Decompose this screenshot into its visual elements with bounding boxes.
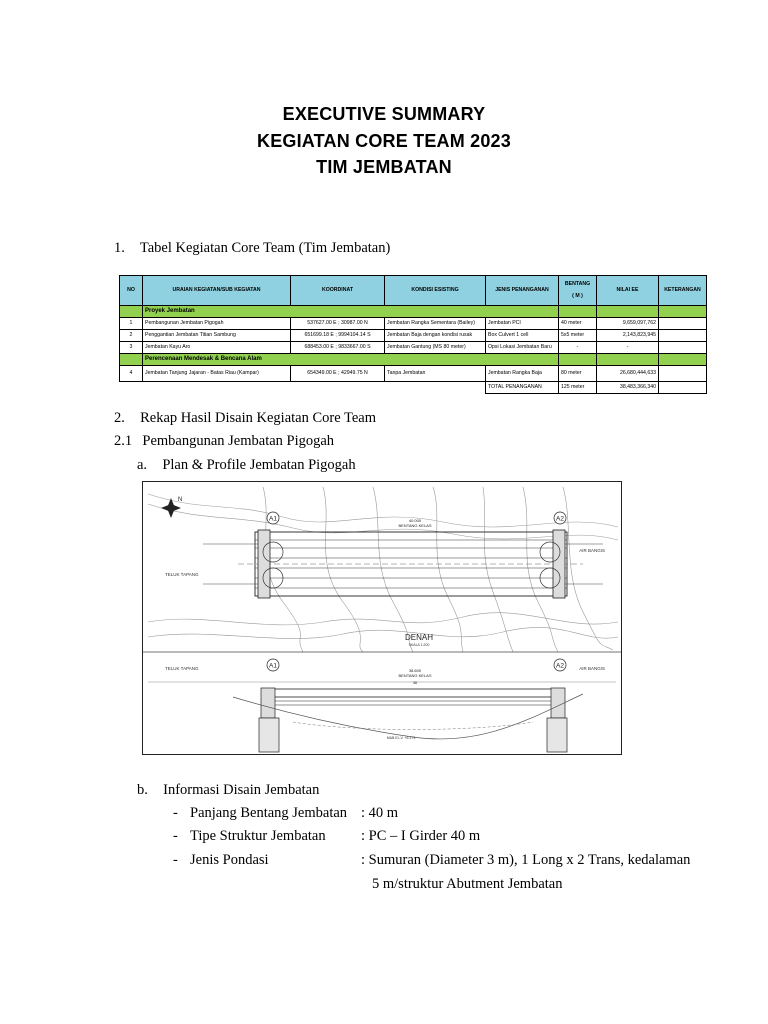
col-header-no: NO [120,276,143,306]
cell-bentang: 5x5 meter [559,330,597,342]
section-2-heading [114,410,376,427]
col-header-nilai: NILAI EE [597,276,659,306]
activity-table [119,275,707,394]
info-label: Panjang Bentang Jembatan [190,805,348,821]
col-header-koordinat: KOORDINAT [291,276,385,306]
cell-no: 3 [120,342,143,354]
drawing-svg [143,482,621,754]
section-2-number: 2. [114,410,125,426]
denah-scale: SKALA 1:200 [408,643,430,647]
right-direction-label-2: AIR BANGIS [579,666,605,671]
section-2-1-number: 2.1 [114,433,133,449]
doc-title-line2: KEGIATAN CORE TEAM 2023 [257,131,511,151]
doc-title-line1: EXECUTIVE SUMMARY [282,104,486,124]
span-top-label: BENTANG KELAS [398,523,432,528]
info-value: : PC – I Girder 40 m [361,828,481,844]
section-1-text: Tabel Kegiatan Core Team (Tim Jembatan) [139,240,391,256]
abutment-a1-profile-marker [267,659,279,671]
right-direction-label: AIR BANGIS [579,548,605,553]
cell-bentang: - [559,342,597,354]
cell-total-nilai: 38,483,366,340 [597,382,659,394]
cell-no: 2 [120,330,143,342]
cell-uraian: Penggantian Jembatan Titian Sambung [143,330,291,342]
cell-bentang: 80 meter [559,366,597,382]
cell-keterangan [659,330,707,342]
item-b-heading [137,782,319,799]
cell-koordinat: 688453.00 E ; 9833667.00 S [291,342,385,354]
left-direction-label: TELUK TAPANG [165,572,199,577]
cell-nilai: - [597,342,659,354]
table-total-row [120,382,707,394]
section-2-text: Rekap Hasil Disain Kegiatan Core Team [140,410,377,426]
col-header-keterangan: KETERANGAN [659,276,707,306]
north-arrow-icon [161,497,182,518]
col-header-jenis: JENIS PENANGANAN [486,276,559,306]
cell-total-label: TOTAL PENANGANAN [486,382,559,394]
section-2-1-heading [114,433,334,450]
cell-no: 1 [120,318,143,330]
cell-koordinat: 651699.18 E ; 9994104.14 S [291,330,385,342]
info-dash: - [173,828,178,844]
cell-keterangan [659,342,707,354]
table-group-row [120,306,707,318]
cell-uraian: Jembatan Tanjung Jajaran - Batas Riau (Kampar) [143,366,291,382]
cell-kondisi: Jembatan Gantung (MS 80 meter) [385,342,486,354]
cell-kondisi: Jembatan Rangka Sementara (Bailey) [385,318,486,330]
cell-nilai: 26,680,444,633 [597,366,659,382]
svg-text:A1: A1 [269,662,277,670]
cell-nilai: 2,143,823,945 [597,330,659,342]
cell-no: 4 [120,366,143,382]
col-header-kondisi: KONDISI ESISTING [385,276,486,306]
span-bottom-sub: 38 [413,681,417,685]
bridge-plan [203,530,603,598]
cell-keterangan [659,366,707,382]
cell-uraian: Jembatan Kayu Aro [143,342,291,354]
span-bottom-dim: 38.600 [408,668,422,673]
abutment-a2-profile-marker [554,659,566,671]
span-bottom-label: BENTANG KELAS [398,673,432,678]
plan-profile-drawing [142,481,622,755]
info-label: Jenis Pondasi [190,852,269,868]
table-row [120,342,707,354]
info-dash: - [173,805,178,821]
table-row [120,330,707,342]
north-label: N [178,497,183,503]
left-direction-label-2: TELUK TAPANG [165,666,199,671]
col-header-bentang-line1: BENTANG [564,280,591,287]
cell-total-bentang: 125 meter [559,382,597,394]
item-b-letter: b. [137,782,148,798]
doc-title-line3: TIM JEMBATAN [316,157,452,177]
section-2-1-text: Pembangunan Jembatan Pigogah [142,433,335,449]
info-label: Tipe Struktur Jembatan [190,828,326,844]
abutment-a1-marker [267,512,279,524]
svg-text:A2: A2 [556,662,564,670]
col-header-bentang-line2: ( M ) [572,292,583,299]
cell-jenis: Box Culvert 1 cell [486,330,559,342]
info-dash: - [173,852,178,868]
cell-kondisi: Tanpa Jembatan [385,366,486,382]
abutment-a2-marker [554,512,566,524]
bridge-profile [148,682,616,752]
table-row [120,318,707,330]
table-row [120,366,707,382]
cell-bentang: 40 meter [559,318,597,330]
section-1-number: 1. [114,240,125,256]
info-value: : 40 m [361,805,399,821]
cell-keterangan [659,318,707,330]
info-value: : Sumuran (Diameter 3 m), 1 Long x 2 Trans, kedalaman [361,852,691,868]
cell-uraian: Pembangunan Jembatan Pigogah [143,318,291,330]
col-header-bentang [559,276,597,306]
cell-koordinat: 654349.00 E ; 42949.75 N [291,366,385,382]
cell-jenis: Jembatan Rangka Baja [486,366,559,382]
denah-label: DENAH [404,633,434,642]
cell-koordinat: 537627.00 E ; 30987.00 N [291,318,385,330]
item-a-letter: a. [137,457,148,473]
water-level-label: MAB EL.V. +6.379 [386,736,416,740]
cell-jenis: Jembatan PCI [486,318,559,330]
section-1-heading [114,240,390,257]
cell-nilai: 9,659,097,762 [597,318,659,330]
item-b-text: Informasi Disain Jembatan [163,782,320,798]
svg-text:A2: A2 [556,515,564,523]
info-continuation: 5 m/struktur Abutment Jembatan [372,876,563,892]
table-header-row [120,276,707,306]
table-group-row [120,354,707,366]
cell-jenis: Opsi Lokasi Jembatan Baru [486,342,559,354]
item-a-heading [137,457,356,474]
group-label-proyek: Proyek Jembatan [143,306,559,318]
svg-text:A1: A1 [269,515,277,523]
item-a-text: Plan & Profile Jembatan Pigogah [162,457,356,473]
col-header-uraian: URAIAN KEGIATAN/SUB KEGIATAN [143,276,291,306]
span-top-dim: 40.000 [408,518,422,523]
contour-lines [148,487,618,652]
group-label-perencanaan: Perencenaan Mendesak & Bencana Alam [143,354,559,366]
cell-kondisi: Jembatan Baja dengan kondisi rusak [385,330,486,342]
